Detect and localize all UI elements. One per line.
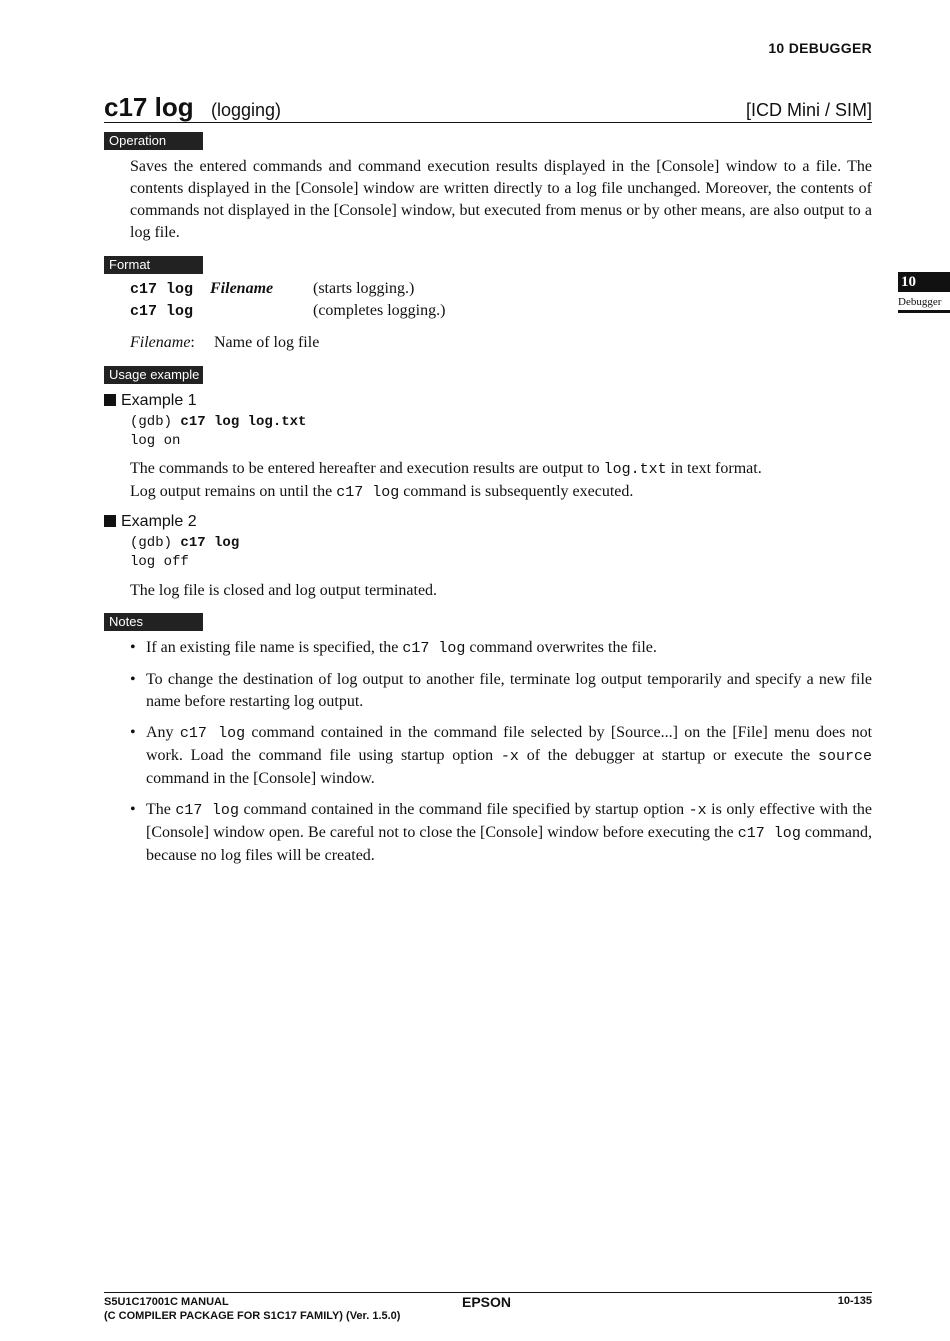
side-tab-number: 10 bbox=[898, 272, 950, 292]
format-line-stop bbox=[130, 301, 872, 323]
example-2-code: (gdb) c17 log log off bbox=[130, 535, 240, 570]
note-item: • The c17 log command contained in the command file specified by startup option -x is only effective with the [Console] window open. Be careful not to close the [Console] window before executing the c17 log command, because no log files will be created. bbox=[130, 799, 872, 867]
example-1-heading: Example 1 bbox=[104, 392, 197, 410]
page-title: c17 log bbox=[104, 92, 194, 122]
example-1-output: log on bbox=[130, 433, 181, 449]
example-2-output: log off bbox=[130, 554, 189, 570]
page-subtitle: (logging) bbox=[211, 100, 282, 120]
format-desc-stop: (completes logging.) bbox=[313, 302, 446, 319]
format-param bbox=[130, 333, 872, 355]
notes-list bbox=[130, 637, 872, 876]
format-cmd-start: c17 log bbox=[130, 281, 194, 298]
param-desc: Name of log file bbox=[214, 334, 320, 351]
example-2-description: The log file is closed and log output terminated. bbox=[130, 582, 438, 599]
section-label-notes: Notes bbox=[104, 613, 203, 631]
target-label: [ICD Mini / SIM] bbox=[745, 100, 872, 120]
footer-brand: EPSON bbox=[462, 1294, 512, 1310]
square-bullet-icon bbox=[104, 515, 116, 527]
section-label-operation: Operation bbox=[104, 132, 203, 150]
side-tab-label: Debugger bbox=[898, 292, 950, 313]
chapter-side-tab bbox=[898, 272, 950, 313]
example-1-command: c17 log log.txt bbox=[180, 414, 307, 430]
note-item: • If an existing file name is specified, the c17 log command overwrites the file. bbox=[130, 637, 872, 660]
param-name: Filename: bbox=[130, 334, 195, 351]
operation-text: Saves the entered commands and command execution results displayed in the [Console] window to a file. The contents displayed in the [Console] window are written directly to a log file unchanged. Moreover, the contents of commands not displayed in the [Console] window, but executed from menus or by other means, are also output to a log file. bbox=[130, 158, 872, 241]
format-block bbox=[130, 279, 872, 355]
section-label-format: Format bbox=[104, 256, 203, 274]
example-1-code: (gdb) c17 log log.txt log on bbox=[130, 414, 307, 449]
format-line-start bbox=[130, 279, 872, 301]
chapter-header: 10 DEBUGGER bbox=[768, 40, 872, 56]
note-item: • To change the destination of log output to another file, terminate log output temporarily and specify a new file name before restarting log output. bbox=[130, 669, 872, 713]
note-item: • Any c17 log command contained in the command file selected by [Source...] on the [File] menu does not work. Load the command file using startup option -x of the debugger at startup or execute the source command in the [Console] window. bbox=[130, 722, 872, 790]
format-desc-start: (starts logging.) bbox=[313, 280, 415, 297]
title-row bbox=[104, 92, 872, 123]
page-number: 10-135 bbox=[837, 1295, 872, 1307]
square-bullet-icon bbox=[104, 394, 116, 406]
footer-divider bbox=[104, 1292, 872, 1293]
example-2-command: c17 log bbox=[180, 535, 240, 551]
format-arg-filename: Filename bbox=[210, 280, 274, 297]
section-label-usage: Usage example bbox=[104, 366, 203, 384]
format-cmd-stop: c17 log bbox=[130, 303, 194, 320]
footer-manual-title: S5U1C17001C MANUAL (C COMPILER PACKAGE FOR S1C17 FAMILY) (Ver. 1.5.0) bbox=[104, 1296, 401, 1322]
example-2-heading: Example 2 bbox=[104, 513, 197, 531]
example-1-description: The commands to be entered hereafter and execution results are output to log.txt in text format. Log output remains on until the c17 log command is subsequently executed. bbox=[130, 460, 762, 501]
